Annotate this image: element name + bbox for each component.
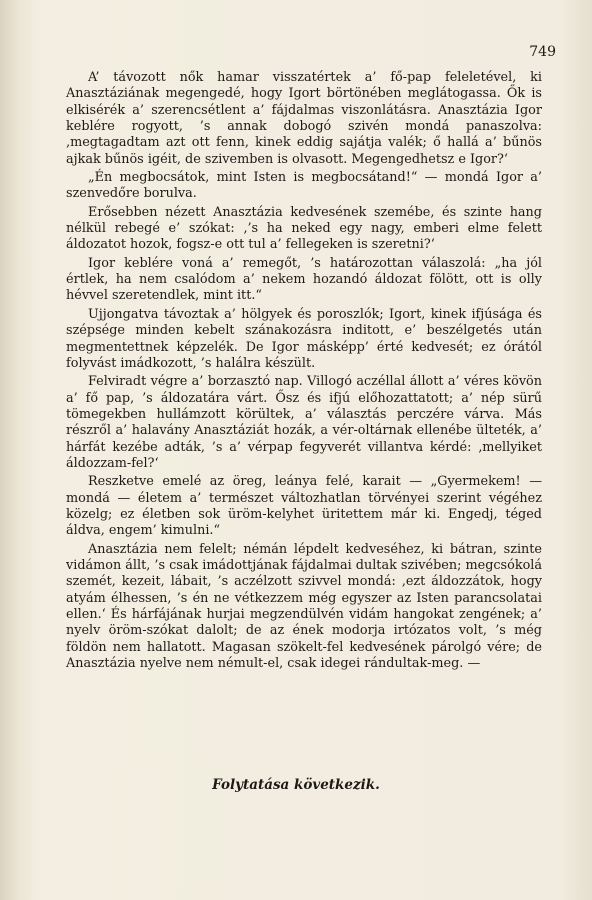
paragraph: Reszketve emelé az öreg, leánya felé, karait — „Gyermekem! — mondá — életem a’ természet változhatlan törvényei szerint végéhez közelg; ez életben sok üröm-kelyhet üritettem már ki. Engedj, téged áldva, engem’ kimulni.“ <box>66 474 542 539</box>
paragraph: Erősebben nézett Anasztázia kedvesének szemébe, és szinte hang nélkül rebegé e’ szókat: ‚’s ha neked egy nagy, emberi elme felett áldozatot hozok, fogsz-e ott tul a’ fellegeken is szeretni?‘ <box>66 204 542 253</box>
page-number: 749 <box>529 44 556 60</box>
paragraph: Igor keblére voná a’ remegőt, ’s határozottan válaszolá: „ha jól értlek, ha nem csalódom a’ nekem hozandó áldozat fölött, ott is olly hévvel szeretendlek, mint itt.“ <box>66 255 542 304</box>
paragraph: „Én megbocsátok, mint Isten is megbocsátand!“ — mondá Igor a’ szenvedőre borulva. <box>66 170 542 202</box>
paragraph: Anasztázia nem felelt; némán lépdelt kedveséhez, ki bátran, szinte vidámon állt, ’s csak imádottjának fájdalmai dultak szivében; megcsókolá szemét, kezeit, lábait, ’s aczélzott szivvel mondá: ‚ezt áldozzátok, hogy atyám élhessen, ’s én ne vétkezzem még egyszer az Isten parancsolatai ellen.‘ És hárfájának hurjai megzendülvén vidám hangokat zengének; a’ nyelv öröm-szókat dalolt; de az ének modorja irtózatos volt, ’s még földön nem hallatott. Magasan szökelt-fel kedvesének párolgó vére; de Anasztázia nyelve nem némult-el, csak idegei rándultak-meg. — <box>66 541 543 672</box>
paragraph: A’ távozott nők hamar visszatértek a’ fő-pap feleletével, ki Anasztáziának megengedé, hogy Igort börtönében meglátogassa. Ők is elkisérék a’ szerencsétlent a’ fájdalmas viszonlátásra. Anasztázia Igor keblére rogyott, ’s annak dobogó szivén mondá panaszolva: ‚megtagadtam azt ott fenn, kinek eddig sajátja valék; ő hallá a’ bűnös ajkak bűnös igéit, de szivemben is olvasott. Megengedhetsz e Igor?‘ <box>66 70 542 167</box>
paragraph: Ujjongatva távoztak a’ hölgyek és poroszlók; Igort, kinek ifjúsága és szépsége minden kebelt szánakozásra inditott, e’ beszélgetés után megmentettnek képzelék. De Igor másképp’ érté kedvesét; ez órától folyvást imádkozott, ’s halálra készült. <box>66 306 542 371</box>
body-text <box>66 70 542 674</box>
continuation-note: Folytatása következik. <box>212 777 380 793</box>
paragraph: Felviradt végre a’ borzasztó nap. Villogó aczéllal állott a’ véres kövön a’ fő pap, ’s áldozatára várt. Ősz és ifjú előhozattatott; a’ nép sürű tömegekben hullámzott körültek, a’ választás perczére várva. Más részről a’ halavány Anasztáziát hozák, a vér-oltárnak ellenébe ülteték, a’ hárfát kezébe adták, ’s a’ vérpap fegyverét villantva kérdé: ‚mellyiket áldozzam-fel?‘ <box>66 374 542 471</box>
